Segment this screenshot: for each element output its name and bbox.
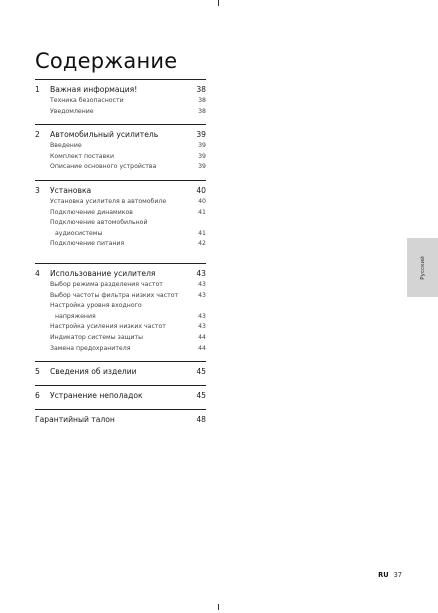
toc-heading[interactable] [35,413,206,426]
page-number: 43 [198,280,206,288]
toc-entry[interactable] [35,197,206,208]
page-number: 38 [196,85,206,94]
section-number: 1 [35,85,40,94]
entry-title: Замена предохранителя [50,344,131,352]
toc-heading[interactable] [35,128,206,141]
toc-entry[interactable] [35,152,206,163]
entry-title: Подключение автомобильной [50,219,148,227]
entry-title: Описание основного устройства [50,163,157,171]
page-number: 42 [198,240,206,248]
section-title: Установка [50,185,92,195]
section-number: 4 [35,268,40,278]
section-number: 3 [35,185,40,195]
section-title: Автомобильный усилитель [50,130,159,140]
toc-heading[interactable] [35,365,206,378]
toc-entry[interactable] [35,280,206,291]
page-number: 39 [196,130,206,140]
entry-title: аудиосистемы [55,229,103,237]
toc-entry[interactable] [35,291,206,302]
page-number: 41 [198,208,206,216]
toc-entry[interactable] [35,96,206,107]
toc-heading[interactable] [35,83,206,96]
toc-heading[interactable] [35,389,206,402]
toc-section-5 [35,361,206,378]
section-title: Важная информация! [50,85,138,94]
toc-section-3 [35,180,206,250]
page-number: 38 [198,97,206,104]
page-number: 40 [196,185,206,195]
toc-entry[interactable] [35,322,206,333]
page-number: 43 [198,323,206,331]
entry-title: Подключение питания [50,240,125,248]
entry-title: Настройка уровня входного [50,302,142,310]
page-number: 44 [198,344,206,352]
section-number: 5 [35,367,40,377]
toc-section-6 [35,385,206,402]
crop-mark-bottom [218,604,219,610]
page-number: 45 [196,367,206,377]
page-number: 39 [198,163,206,171]
toc-entry[interactable] [35,239,206,250]
toc-heading[interactable] [35,267,206,280]
entry-title: Уведомление [50,107,94,115]
section-number: 6 [35,391,40,401]
toc-entry[interactable] [35,162,206,173]
toc-entry[interactable] [35,107,206,118]
entry-title: Выбор частоты фильтра низких частот [50,291,179,299]
toc-entry[interactable] [35,208,206,219]
entry-title: Выбор режима разделения частот [50,280,163,288]
page-number: 44 [198,333,206,341]
toc-section-4 [35,263,206,354]
toc-entry[interactable] [35,333,206,344]
entry-title: Индикатор системы защиты [50,333,143,341]
entry-title: Введение [50,142,82,150]
entry-title: Настройка усиления низких частот [50,323,166,331]
page-title: Содержание [35,49,178,74]
page-number: 39 [198,152,206,160]
page-number: 39 [198,142,206,150]
crop-mark-top [218,0,219,6]
footer-page-number: 37 [393,571,402,579]
toc-entry[interactable] [35,312,206,323]
entry-title: Техника безопасности [50,97,124,104]
entry-title: напряжения [55,312,96,320]
page-footer [378,571,402,579]
page-number: 40 [198,197,206,205]
entry-title: Подключение динамиков [50,208,133,216]
footer-language-code: RU [378,571,389,579]
section-title: Устранение неполадок [50,391,143,401]
toc-section-warranty [35,409,206,426]
page-number: 48 [196,415,206,425]
toc-entry[interactable] [35,344,206,355]
section-title: Сведения об изделии [50,367,137,377]
entry-title: Комплект поставки [50,152,114,160]
toc-section-2 [35,124,206,173]
section-title: Гарантийный талон [35,415,115,425]
page-number: 45 [196,391,206,401]
page-number: 43 [198,291,206,299]
toc-section-1 [35,79,206,117]
page-number: 43 [196,268,206,278]
toc-entry[interactable] [35,229,206,240]
entry-title: Установка усилителя в автомобиле [50,197,167,205]
page-number: 41 [198,229,206,237]
language-tab-label: Русский [419,255,426,280]
section-number: 2 [35,130,40,140]
toc-heading[interactable] [35,184,206,197]
toc-entry[interactable] [35,141,206,152]
toc-entry[interactable] [35,218,206,229]
table-of-contents [35,79,206,426]
page-number: 43 [198,312,206,320]
page-number: 38 [198,107,206,115]
language-side-tab [407,238,438,297]
section-title: Использование усилителя [50,268,156,278]
toc-entry[interactable] [35,301,206,312]
